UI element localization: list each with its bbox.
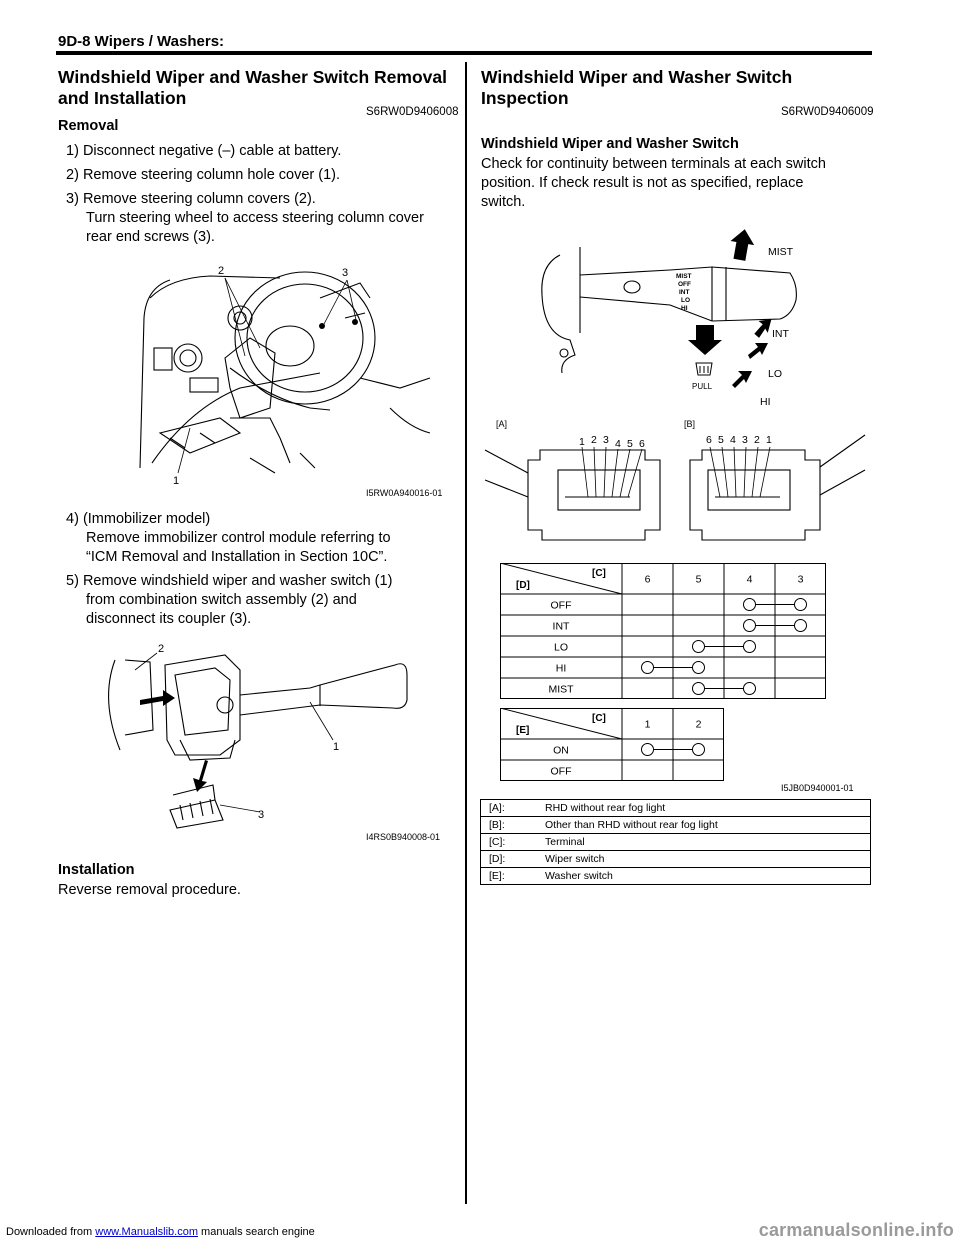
knob-off: OFF <box>678 281 691 288</box>
wiper-terminal-header: 5 <box>695 573 702 586</box>
removal-heading: Removal <box>58 118 119 134</box>
wiper-switch-table <box>500 563 830 706</box>
lever-lo-label: LO <box>768 368 783 380</box>
washer-continuity-dot <box>642 744 654 756</box>
fig2-label-1: 1 <box>333 741 340 753</box>
wiper-row-name: LO <box>553 641 569 654</box>
subheading-switch: Windshield Wiper and Washer Switch <box>481 136 739 152</box>
installation-text: Reverse removal procedure. <box>58 882 241 898</box>
a-pin-6: 6 <box>639 438 645 450</box>
fig1-label-1: 1 <box>173 475 180 487</box>
page-header: 9D-8 Wipers / Washers: <box>58 33 225 50</box>
fig2-caption: I4RS0B940008-01 <box>366 832 441 842</box>
wiper-terminal-header: 4 <box>746 573 753 586</box>
switch-removal-figure <box>95 640 445 830</box>
legend-row: [D]: Wiper switch <box>481 851 871 868</box>
lever-int-label: INT <box>772 328 789 340</box>
b-pin-4: 4 <box>730 434 736 446</box>
fig1-label-3: 3 <box>342 267 349 279</box>
a-pin-4: 4 <box>615 438 621 450</box>
fig2-label-3: 3 <box>258 809 265 821</box>
connectors-figure <box>480 415 870 550</box>
installation-heading: Installation <box>58 862 135 878</box>
knob-lo: LO <box>681 297 691 304</box>
manualslib-link[interactable]: www.Manualslib.com <box>95 1226 198 1238</box>
wiper-table-grid <box>500 563 830 701</box>
wiper-row-label: [D] <box>516 580 530 591</box>
knob-hi: HI <box>681 305 688 312</box>
a-pin-2: 2 <box>591 434 597 446</box>
b-pin-1: 1 <box>766 434 772 446</box>
fig2-label-2: 2 <box>158 643 165 655</box>
wiper-continuity-dot <box>795 620 807 632</box>
wiper-continuity-dot <box>744 599 756 611</box>
download-notice: Downloaded from www.Manualslib.com manuals search engine <box>6 1226 315 1238</box>
wiper-continuity-dot <box>744 641 756 653</box>
wiper-continuity-dot <box>693 641 705 653</box>
wiper-continuity-dot <box>642 662 654 674</box>
legend-row: [E]: Washer switch <box>481 868 871 885</box>
legend-row: [B]: Other than RHD without rear fog light <box>481 817 871 834</box>
step-3-detail: Turn steering wheel to access steering column cover rear end screws (3). <box>86 210 424 245</box>
wiper-row-name: HI <box>555 662 567 675</box>
b-pin-6: 6 <box>706 434 712 446</box>
inspection-paragraph: Check for continuity between terminals at each switch position. If check result is not as specified, replace switch. <box>481 156 826 210</box>
a-pin-1: 1 <box>579 436 585 448</box>
lever-hi-label: HI <box>760 396 771 408</box>
lever-pull-label: PULL <box>692 382 713 391</box>
fig1-caption: I5RW0A940016-01 <box>366 488 443 498</box>
washer-terminal-header: 2 <box>695 718 702 731</box>
connector-b-label: [B] <box>684 419 696 429</box>
step-2: 2) Remove steering column hole cover (1). <box>66 167 341 183</box>
step-1: 1) Disconnect negative (–) cable at battery. <box>66 143 342 159</box>
section-title-removal: Windshield Wiper and Washer Switch Removal and Installation <box>58 67 447 108</box>
washer-table-grid <box>500 708 730 782</box>
step-3: 3) Remove steering column covers (2). <box>66 191 316 207</box>
connector-a-label: [A] <box>496 419 508 429</box>
wiper-col-label: [C] <box>592 568 606 579</box>
wiper-continuity-dot <box>693 683 705 695</box>
step-5: 5) Remove windshield wiper and washer switch (1) <box>66 573 393 589</box>
washer-row-label: [E] <box>516 725 530 736</box>
wiper-continuity-dot <box>744 683 756 695</box>
step-4-detail: Remove immobilizer control module referring to “ICM Removal and Installation in Section 10C”. <box>86 530 391 565</box>
b-pin-5: 5 <box>718 434 724 446</box>
section-code: S6RW0D9406008 <box>366 106 459 118</box>
wiper-continuity-dot <box>795 599 807 611</box>
b-pin-2: 2 <box>754 434 760 446</box>
lever-mist-label: MIST <box>768 246 794 258</box>
step-4: 4) (Immobilizer model) <box>66 511 211 527</box>
inspection-fig-caption: I5JB0D940001-01 <box>781 783 854 793</box>
wiper-terminal-header: 6 <box>644 573 651 586</box>
wiper-row-name: INT <box>552 620 570 633</box>
washer-switch-table <box>500 708 730 787</box>
fig1-label-2: 2 <box>218 265 225 277</box>
header-rule <box>56 51 872 55</box>
a-pin-5: 5 <box>627 438 633 450</box>
washer-terminal-header: 1 <box>644 718 651 731</box>
legend-row: [A]: RHD without rear fog light <box>481 800 871 817</box>
knob-mist: MIST <box>676 273 692 280</box>
legend-table <box>480 799 871 885</box>
wiper-lever-figure <box>480 225 870 415</box>
watermark: carmanualsonline.info <box>758 1220 954 1240</box>
steering-column-figure <box>130 258 450 488</box>
wiper-continuity-dot <box>693 662 705 674</box>
washer-col-label: [C] <box>592 713 606 724</box>
washer-continuity-dot <box>693 744 705 756</box>
wiper-row-name: OFF <box>550 599 572 612</box>
wiper-row-name: MIST <box>548 683 574 696</box>
inspection-code: S6RW0D9406009 <box>781 106 874 118</box>
wiper-terminal-header: 3 <box>797 573 804 586</box>
washer-row-name: OFF <box>550 765 572 778</box>
legend-row: [C]: Terminal <box>481 834 871 851</box>
knob-int: INT <box>679 289 690 296</box>
step-5-detail: from combination switch assembly (2) and disconnect its coupler (3). <box>86 592 357 627</box>
section-title-inspection: Windshield Wiper and Washer Switch Inspection <box>481 67 793 108</box>
column-divider <box>465 62 467 1204</box>
a-pin-3: 3 <box>603 434 609 446</box>
wiper-continuity-dot <box>744 620 756 632</box>
b-pin-3: 3 <box>742 434 748 446</box>
washer-row-name: ON <box>553 744 569 757</box>
